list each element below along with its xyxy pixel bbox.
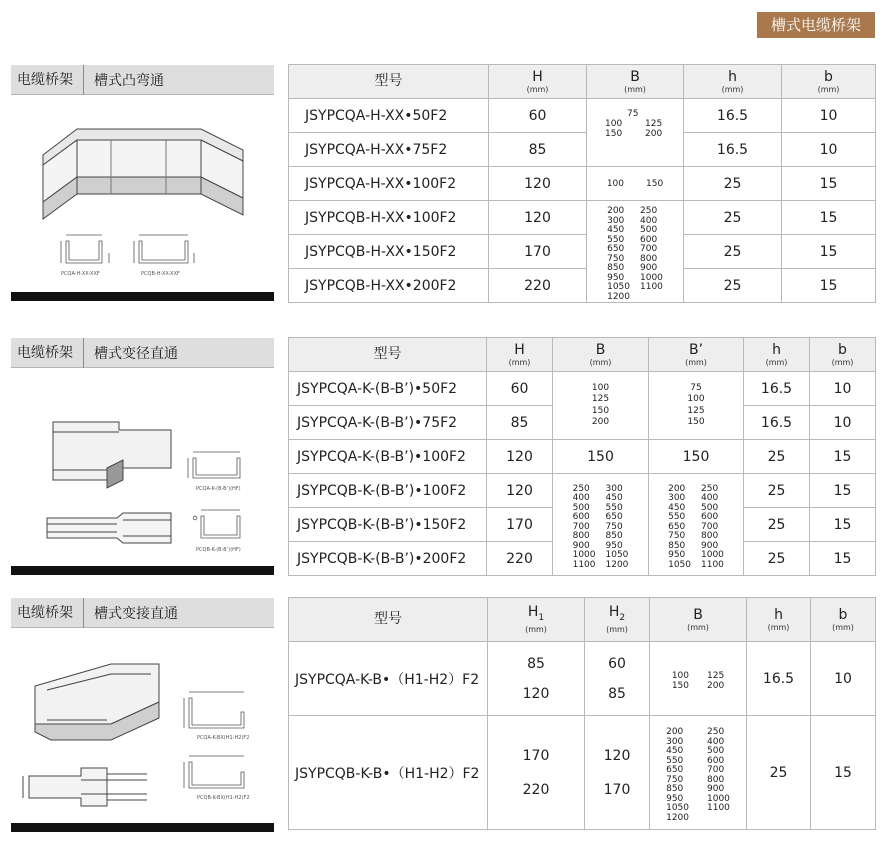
table-row bbox=[289, 642, 876, 716]
H-cell: 170 bbox=[489, 235, 587, 269]
spec-table-reducer bbox=[288, 337, 876, 576]
b-cell: 15 bbox=[810, 440, 876, 474]
model-cell: JSYPCQB-H-XX•150F2 bbox=[289, 235, 489, 269]
drawing-label-b: PCQB-H-XX-XXF bbox=[141, 271, 180, 277]
header-model: 型号 bbox=[289, 338, 487, 372]
b-cell: 15 bbox=[782, 167, 876, 201]
convex-bend-drawing bbox=[11, 95, 274, 292]
model-cell: JSYPCQB-H-XX•100F2 bbox=[289, 201, 489, 235]
h-cell: 25 bbox=[744, 440, 810, 474]
B-cell-group1: 100 125 150 200 bbox=[650, 642, 747, 716]
table-row bbox=[289, 99, 876, 133]
H-cell: 85 bbox=[489, 133, 587, 167]
header-B: B (mm) bbox=[587, 65, 684, 99]
reducer-drawing bbox=[11, 368, 274, 566]
B-cell-group1: 75 100 125 150 200 bbox=[587, 99, 684, 167]
model-cell: JSYPCQB-K-(B-B’)•150F2 bbox=[289, 508, 487, 542]
table-header-row bbox=[289, 338, 876, 372]
h-cell: 16.5 bbox=[747, 642, 811, 716]
H-cell: 120 bbox=[487, 440, 553, 474]
B-prime-cell-single: 150 bbox=[649, 440, 744, 474]
drawing-label-b: PCQB-K-(B-B’)(HF) bbox=[196, 547, 241, 553]
h-cell: 25 bbox=[744, 508, 810, 542]
header-b: b (mm) bbox=[810, 338, 876, 372]
model-cell: JSYPCQA-H-XX•100F2 bbox=[289, 167, 489, 201]
header-H: H (mm) bbox=[489, 65, 587, 99]
model-cell: JSYPCQB-H-XX•200F2 bbox=[289, 269, 489, 303]
panel-product-name: 槽式变径直通 bbox=[94, 345, 178, 362]
panel-header bbox=[11, 338, 274, 368]
B-prime-cell-group3: 200 250 300 400 450 500 550 600 650 700 750 800 850 900 950 1000 1050 1100 bbox=[649, 474, 744, 576]
H-cell: 60 bbox=[487, 372, 553, 406]
B-prime-cell-group1: 75 100 125 150 bbox=[649, 372, 744, 440]
table-row bbox=[289, 716, 876, 830]
B-cell-single: 150 bbox=[553, 440, 649, 474]
H1-cell: 170 220 bbox=[488, 716, 585, 830]
H-cell: 85 bbox=[487, 406, 553, 440]
b-cell: 10 bbox=[810, 406, 876, 440]
b-cell: 15 bbox=[782, 269, 876, 303]
B-cell-group3: 200 250 300 400 450 500 550 600 650 700 750 800 850 900 950 1000 1050 1100 1200 bbox=[587, 201, 684, 303]
h-cell: 16.5 bbox=[744, 406, 810, 440]
table-header-row bbox=[289, 65, 876, 99]
header-b: b (mm) bbox=[811, 598, 876, 642]
panel-category: 电缆桥架 bbox=[11, 338, 84, 368]
panel-header bbox=[11, 65, 274, 95]
model-cell: JSYPCQA-K-B•（H1-H2）F2 bbox=[289, 642, 488, 716]
H-cell: 120 bbox=[489, 201, 587, 235]
drawing-label-b: PCQB-K-BX(H1-H2)F2 bbox=[197, 795, 250, 801]
header-H2: $H_2$ (mm) bbox=[585, 598, 650, 642]
model-cell: JSYPCQA-H-XX•75F2 bbox=[289, 133, 489, 167]
h-cell: 25 bbox=[684, 269, 782, 303]
H-cell: 120 bbox=[487, 474, 553, 508]
h-cell: 16.5 bbox=[744, 372, 810, 406]
h-cell: 16.5 bbox=[684, 99, 782, 133]
header-model: 型号 bbox=[289, 598, 488, 642]
b-cell: 10 bbox=[782, 99, 876, 133]
table-header-row bbox=[289, 598, 876, 642]
product-panel-reducer bbox=[11, 338, 274, 575]
header-B: B (mm) bbox=[553, 338, 649, 372]
table-row bbox=[289, 372, 876, 406]
h-cell: 25 bbox=[684, 201, 782, 235]
table-row bbox=[289, 201, 876, 235]
height-adapter-drawing bbox=[11, 628, 274, 823]
b-cell: 10 bbox=[810, 372, 876, 406]
h-cell: 25 bbox=[684, 167, 782, 201]
H-cell: 170 bbox=[487, 508, 553, 542]
header-h: h (mm) bbox=[747, 598, 811, 642]
header-h: h (mm) bbox=[744, 338, 810, 372]
product-panel-height-adapter bbox=[11, 598, 274, 832]
model-cell: JSYPCQB-K-(B-B’)•200F2 bbox=[289, 542, 487, 576]
model-cell: JSYPCQA-H-XX•50F2 bbox=[289, 99, 489, 133]
panel-header bbox=[11, 598, 274, 628]
b-cell: 15 bbox=[811, 716, 876, 830]
panel-category: 电缆桥架 bbox=[11, 65, 84, 95]
model-cell: JSYPCQB-K-(B-B’)•100F2 bbox=[289, 474, 487, 508]
table-row bbox=[289, 133, 876, 167]
header-b: b (mm) bbox=[782, 65, 876, 99]
drawing-label-a: PCQA-H-XX-XXF bbox=[61, 271, 100, 277]
header-B: B (mm) bbox=[650, 598, 747, 642]
drawing-label-a: PCQA-K-(B-B’)(HF) bbox=[196, 486, 241, 492]
b-cell: 10 bbox=[782, 133, 876, 167]
b-cell: 10 bbox=[811, 642, 876, 716]
drawing-label-a: PCQA-K-BX(H1-H2)F2 bbox=[197, 735, 250, 741]
b-cell: 15 bbox=[782, 235, 876, 269]
product-panel-convex-bend bbox=[11, 65, 274, 301]
panel-category: 电缆桥架 bbox=[11, 598, 84, 628]
b-cell: 15 bbox=[810, 508, 876, 542]
b-cell: 15 bbox=[782, 201, 876, 235]
category-badge: 槽式电缆桥架 bbox=[757, 12, 875, 38]
table-row bbox=[289, 269, 876, 303]
spec-table-height-adapter bbox=[288, 597, 876, 830]
header-h: h (mm) bbox=[684, 65, 782, 99]
header-model: 型号 bbox=[289, 65, 489, 99]
H-cell: 220 bbox=[489, 269, 587, 303]
H-cell: 60 bbox=[489, 99, 587, 133]
h-cell: 25 bbox=[747, 716, 811, 830]
header-H: H (mm) bbox=[487, 338, 553, 372]
b-cell: 15 bbox=[810, 474, 876, 508]
B-cell-group1: 100 125 150 200 bbox=[553, 372, 649, 440]
h-cell: 25 bbox=[744, 474, 810, 508]
H-cell: 120 bbox=[489, 167, 587, 201]
model-cell: JSYPCQA-K-(B-B’)•100F2 bbox=[289, 440, 487, 474]
panel-product-name: 槽式变接直通 bbox=[94, 605, 178, 622]
model-cell: JSYPCQA-K-(B-B’)•50F2 bbox=[289, 372, 487, 406]
table-row bbox=[289, 440, 876, 474]
h-cell: 25 bbox=[744, 542, 810, 576]
h-cell: 25 bbox=[684, 235, 782, 269]
B-cell-group2: 100 150 bbox=[587, 167, 684, 201]
table-row bbox=[289, 235, 876, 269]
B-cell-group3: 250 300 400 450 500 550 600 650 700 750 800 850 900 950 1000 1050 1100 1200 bbox=[553, 474, 649, 576]
panel-bottom-bar bbox=[11, 566, 274, 575]
B-cell-group2: 200 250 300 400 450 500 550 600 650 700 750 800 850 900 950 1000 1050 1100 1200 bbox=[650, 716, 747, 830]
h-cell: 16.5 bbox=[684, 133, 782, 167]
panel-product-name: 槽式凸弯通 bbox=[94, 72, 164, 89]
table-row bbox=[289, 474, 876, 508]
spec-table-convex-bend bbox=[288, 64, 876, 303]
panel-bottom-bar bbox=[11, 292, 274, 301]
table-row bbox=[289, 167, 876, 201]
H2-cell: 60 85 bbox=[585, 642, 650, 716]
H-cell: 220 bbox=[487, 542, 553, 576]
b-cell: 15 bbox=[810, 542, 876, 576]
header-H1: $H_1$ (mm) bbox=[488, 598, 585, 642]
model-cell: JSYPCQB-K-B•（H1-H2）F2 bbox=[289, 716, 488, 830]
panel-bottom-bar bbox=[11, 823, 274, 832]
H2-cell: 120 170 bbox=[585, 716, 650, 830]
model-cell: JSYPCQA-K-(B-B’)•75F2 bbox=[289, 406, 487, 440]
H1-cell: 85 120 bbox=[488, 642, 585, 716]
header-B-prime: B’ (mm) bbox=[649, 338, 744, 372]
